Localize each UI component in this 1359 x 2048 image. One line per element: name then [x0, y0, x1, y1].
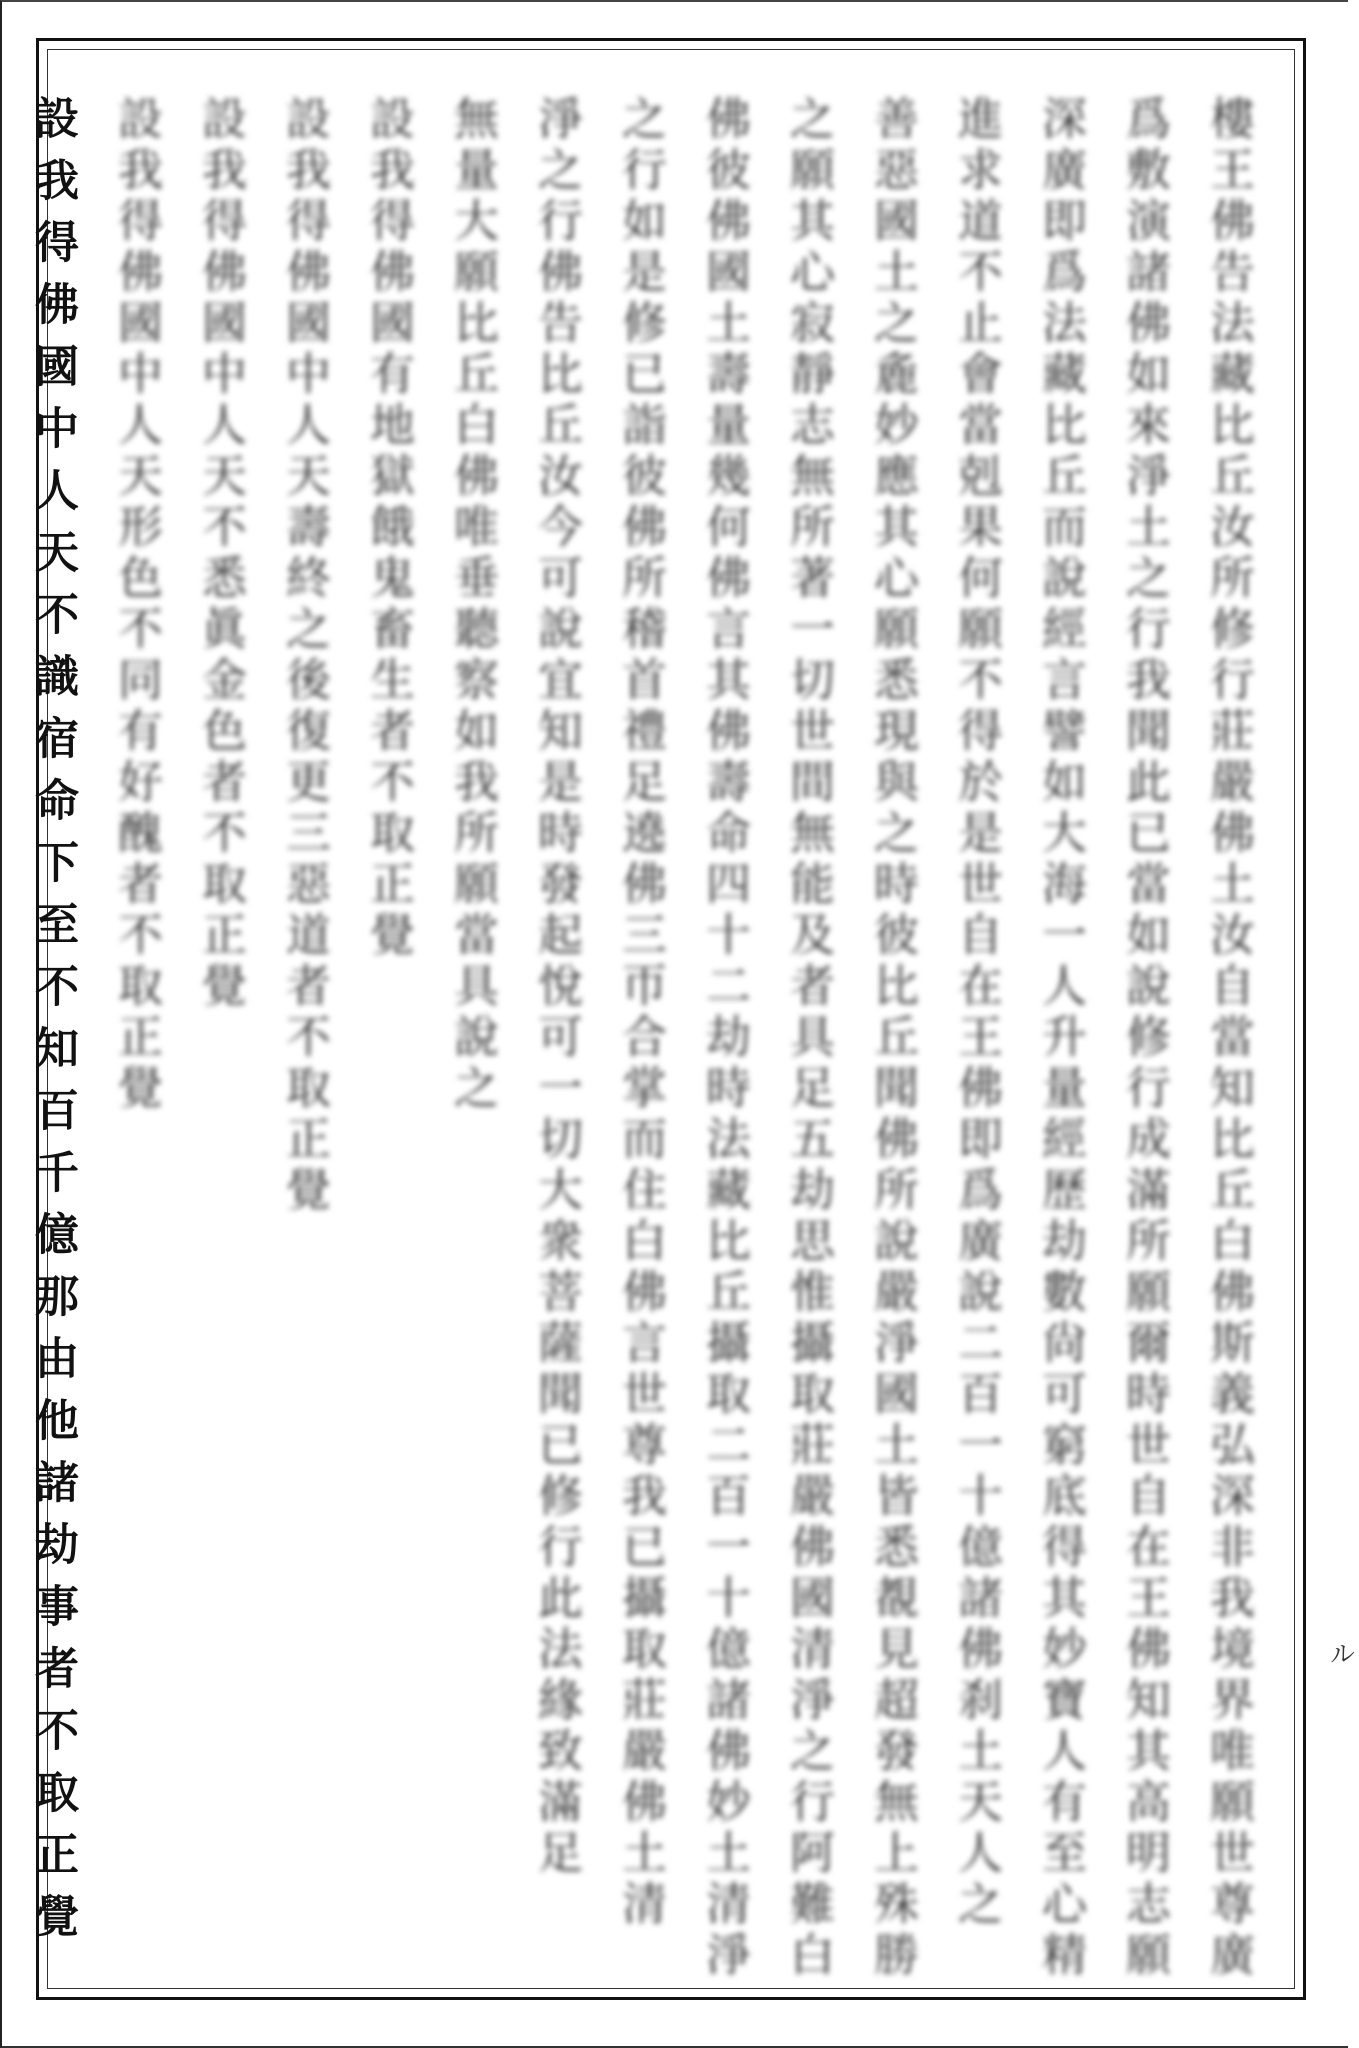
text-column-1: 樓王佛告法藏比丘汝所修行莊嚴佛土汝自當知比丘白佛斯義弘深非我境界唯願世尊廣	[1202, 95, 1255, 1982]
text-column-5: 善惡國土之麁妙應其心願悉現與之時彼比丘聞佛所說嚴淨國土皆悉覩見超發無上殊勝	[866, 95, 919, 1982]
vow-column-3: 設我得佛國中人天不悉眞金色者不取正覺	[194, 95, 247, 1013]
text-column-6: 之願其心寂靜志無所著一切世間無能及者具足五劫思惟攝取莊嚴佛國清淨之行阿難白	[782, 95, 835, 1982]
vow-column-1: 設我得佛國有地獄餓鬼畜生者不取正覺	[362, 95, 415, 962]
vow-column-4: 設我得佛國中人天形色不同有好醜者不取正覺	[110, 95, 163, 1115]
vow-column-5: 設我得佛國中人天不識宿命下至不知百千億那由他諸劫事者不取正覺	[27, 95, 78, 1955]
text-column-3: 深廣即爲法藏比丘而說經言譬如大海一人升量經歷劫數尙可窮底得其妙寶人有至心精	[1034, 95, 1087, 1982]
text-column-8: 之行如是修已詣彼佛所稽首禮足遶佛三帀合掌而住白佛言世尊我已攝取莊嚴佛土清	[614, 95, 667, 1931]
vow-column-2: 設我得佛國中人天壽終之後復更三惡道者不取正覺	[278, 95, 331, 1217]
vertical-text-area	[27, 95, 1270, 1982]
text-column-4: 進求道不止會當剋果何願不得於是世自在王佛即爲廣說二百一十億諸佛刹土天人之	[950, 95, 1003, 1931]
text-column-2: 爲敷演諸佛如來淨土之行我聞此已當如說修行成滿所願爾時世自在王佛知其高明志願	[1118, 95, 1171, 1982]
text-column-7: 佛彼佛國土壽量幾何佛言其佛壽命四十二劫時法藏比丘攝取二百一十億諸佛妙土清淨	[698, 95, 751, 1982]
edge-mark: ル	[1325, 1640, 1355, 1666]
text-column-9: 淨之行佛告比丘汝今可說宜知是時發起悅可一切大衆菩薩聞已修行此法緣致滿足	[530, 95, 583, 1880]
text-column-10: 無量大願比丘白佛唯垂聽察如我所願當具說之	[446, 95, 499, 1115]
